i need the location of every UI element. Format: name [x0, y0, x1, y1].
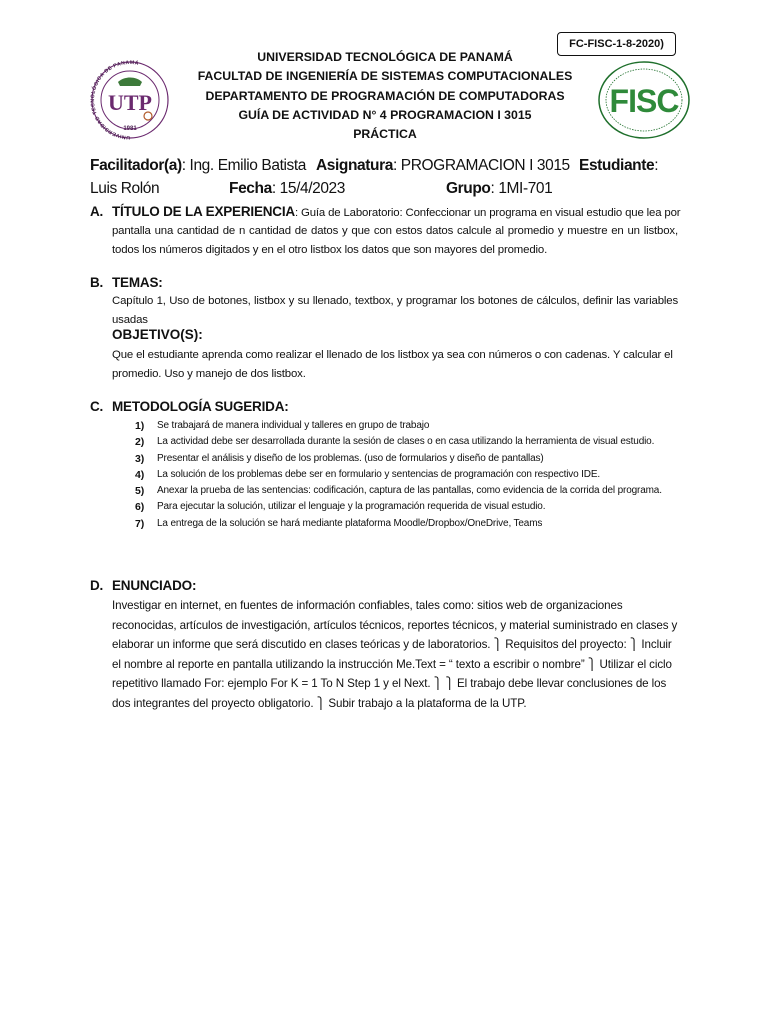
- utp-logo-year: 1981: [123, 126, 137, 132]
- methodology-list: [112, 418, 678, 532]
- list-item-text: Para ejecutar la solución, utilizar el lenguaje y la programación requerida de visual estudio.: [157, 501, 546, 513]
- objetivo-body: Que el estudiante aprenda como realizar el llenado de los listbox ya sea con números o con cadenas. Y calcular el promedio. Uso y manejo de dos listbox.: [112, 349, 673, 380]
- utp-ring-text: UNIVERSIDAD TECNOLÓGICA DE PANAMÁ: [90, 59, 140, 141]
- objetivo-heading: OBJETIVO(S):: [112, 327, 203, 342]
- asignatura-field: [316, 157, 570, 175]
- grupo-label: Grupo: [446, 180, 491, 197]
- fisc-logo-icon: [597, 60, 691, 140]
- estudiante-name: Luis Rolón: [90, 180, 160, 197]
- section-a-heading: [90, 204, 680, 219]
- asignatura-label: Asignatura: [316, 157, 393, 174]
- list-item-number: 4): [135, 468, 145, 481]
- header-faculty: FACULTAD DE INGENIERÍA DE SISTEMAS COMPUTACIONALES: [197, 69, 573, 84]
- section-b-title: TEMAS:: [112, 275, 163, 290]
- list-item-number: 5): [135, 485, 145, 498]
- list-item-text: Se trabajará de manera individual y talleres en grupo de trabajo: [157, 420, 430, 431]
- list-item-number: 7): [135, 517, 145, 530]
- list-item: [112, 516, 678, 532]
- header-guide-title: GUÍA DE ACTIVIDAD N° 4 PROGRAMACION I 3015: [238, 107, 532, 122]
- facilitador-field: [90, 157, 306, 175]
- list-item: [112, 434, 678, 450]
- utp-logo-text: UTP: [108, 90, 152, 115]
- list-item-text: La solución de los problemas debe ser en formulario y sentencias de programación con respectivo IDE.: [157, 468, 601, 480]
- section-c-letter: C.: [90, 399, 104, 414]
- list-item-number: 6): [135, 501, 145, 514]
- section-b-letter: B.: [90, 275, 104, 290]
- list-item: [112, 483, 678, 499]
- section-a-title: TÍTULO DE LA EXPERIENCIA: [112, 204, 295, 219]
- estudiante-field: [579, 157, 658, 175]
- list-item-text: La entrega de la solución se hará mediante plataforma Moodle/Dropbox/OneDrive, Teams: [157, 517, 543, 529]
- header-practice: PRÁCTICA: [353, 127, 417, 142]
- section-b-body: Capítulo 1, Uso de botones, listbox y su llenado, textbox, y programar los botones de cálculos, definir las variables usadas: [112, 295, 678, 326]
- section-d-body: Investigar en internet, en fuentes de información confiables, tales como: sitios web de organizaciones reconocidas, artículos de investigación, artículos técnicos, reportes técnicos, y material suministrado en clases y elaborar un informe que será discutido en clases teóricas y de laboratorios. ⎫ Requisitos del proyecto: ⎫ Incluir el nombre al reporte en pantalla utilizando la instrucción Me.Text = “ texto a escribir o nombre” ⎫ Utilizar el ciclo repetitivo llamado For: ejemplo For K = 1 To N Step 1 y el Next. ⎫ ⎫ El trabajo debe llevar conclusiones de los dos integrantes del proyecto obligatorio. ⎫ Subir trabajo a la plataforma de la UTP.: [112, 599, 678, 710]
- list-item-text: Presentar el análisis y diseño de los problemas. (uso de formularios y diseño de pantallas): [157, 452, 544, 464]
- section-d-title: ENUNCIADO:: [112, 578, 197, 593]
- document-code: FC-FISC-1-8-2020): [557, 32, 676, 56]
- section-a-inline-text: : Guía de Laboratorio: Confeccionar un programa en visual estudio que lea por: [294, 207, 681, 219]
- header-university: UNIVERSIDAD TECNOLÓGICA DE PANAMÁ: [257, 50, 513, 64]
- grupo-field: [446, 180, 552, 198]
- section-b-heading: [90, 275, 163, 290]
- document-header: [180, 48, 590, 144]
- facilitador-value: : Ing. Emilio Batista: [181, 157, 307, 174]
- fecha-value: : 15/4/2023: [271, 180, 345, 197]
- fecha-field: [229, 180, 345, 198]
- fecha-label: Fecha: [229, 180, 272, 197]
- list-item-text: Anexar la prueba de las sentencias: codificación, captura de las pantallas, como evidencia de la corrida del programa.: [157, 485, 662, 497]
- section-d-heading: [90, 578, 196, 593]
- section-c-title: METODOLOGÍA SUGERIDA:: [112, 399, 289, 414]
- estudiante-value: :: [654, 157, 659, 174]
- fisc-logo-text: FISC: [609, 83, 679, 119]
- asignatura-value: : PROGRAMACION I 3015: [392, 157, 570, 174]
- list-item: [112, 467, 678, 483]
- list-item: [112, 451, 678, 467]
- list-item: [112, 499, 678, 515]
- facilitador-label: Facilitador(a): [90, 157, 182, 174]
- estudiante-label: Estudiante: [579, 157, 655, 174]
- header-department: DEPARTAMENTO DE PROGRAMACIÓN DE COMPUTADORAS: [205, 88, 565, 103]
- section-a-body: pantalla una cantidad de n cantidad de datos y que con estos datos calcule al promedio y muestre en un listbox, todos los números digitados y en el otro listbox los datos que son mayores del promedio.: [112, 225, 678, 256]
- section-c-heading: [90, 399, 289, 414]
- section-d-letter: D.: [90, 578, 104, 593]
- utp-logo-icon: [90, 58, 170, 142]
- list-item-number: 2): [135, 436, 145, 449]
- list-item: [112, 418, 678, 434]
- list-item-number: 1): [135, 420, 145, 432]
- list-item-number: 3): [135, 452, 145, 465]
- section-a-letter: A.: [90, 204, 104, 219]
- list-item-text: La actividad debe ser desarrollada durante la sesión de clases o en casa utilizando la herramienta de visual estudio.: [157, 436, 655, 448]
- grupo-value: : 1MI-701: [490, 180, 553, 197]
